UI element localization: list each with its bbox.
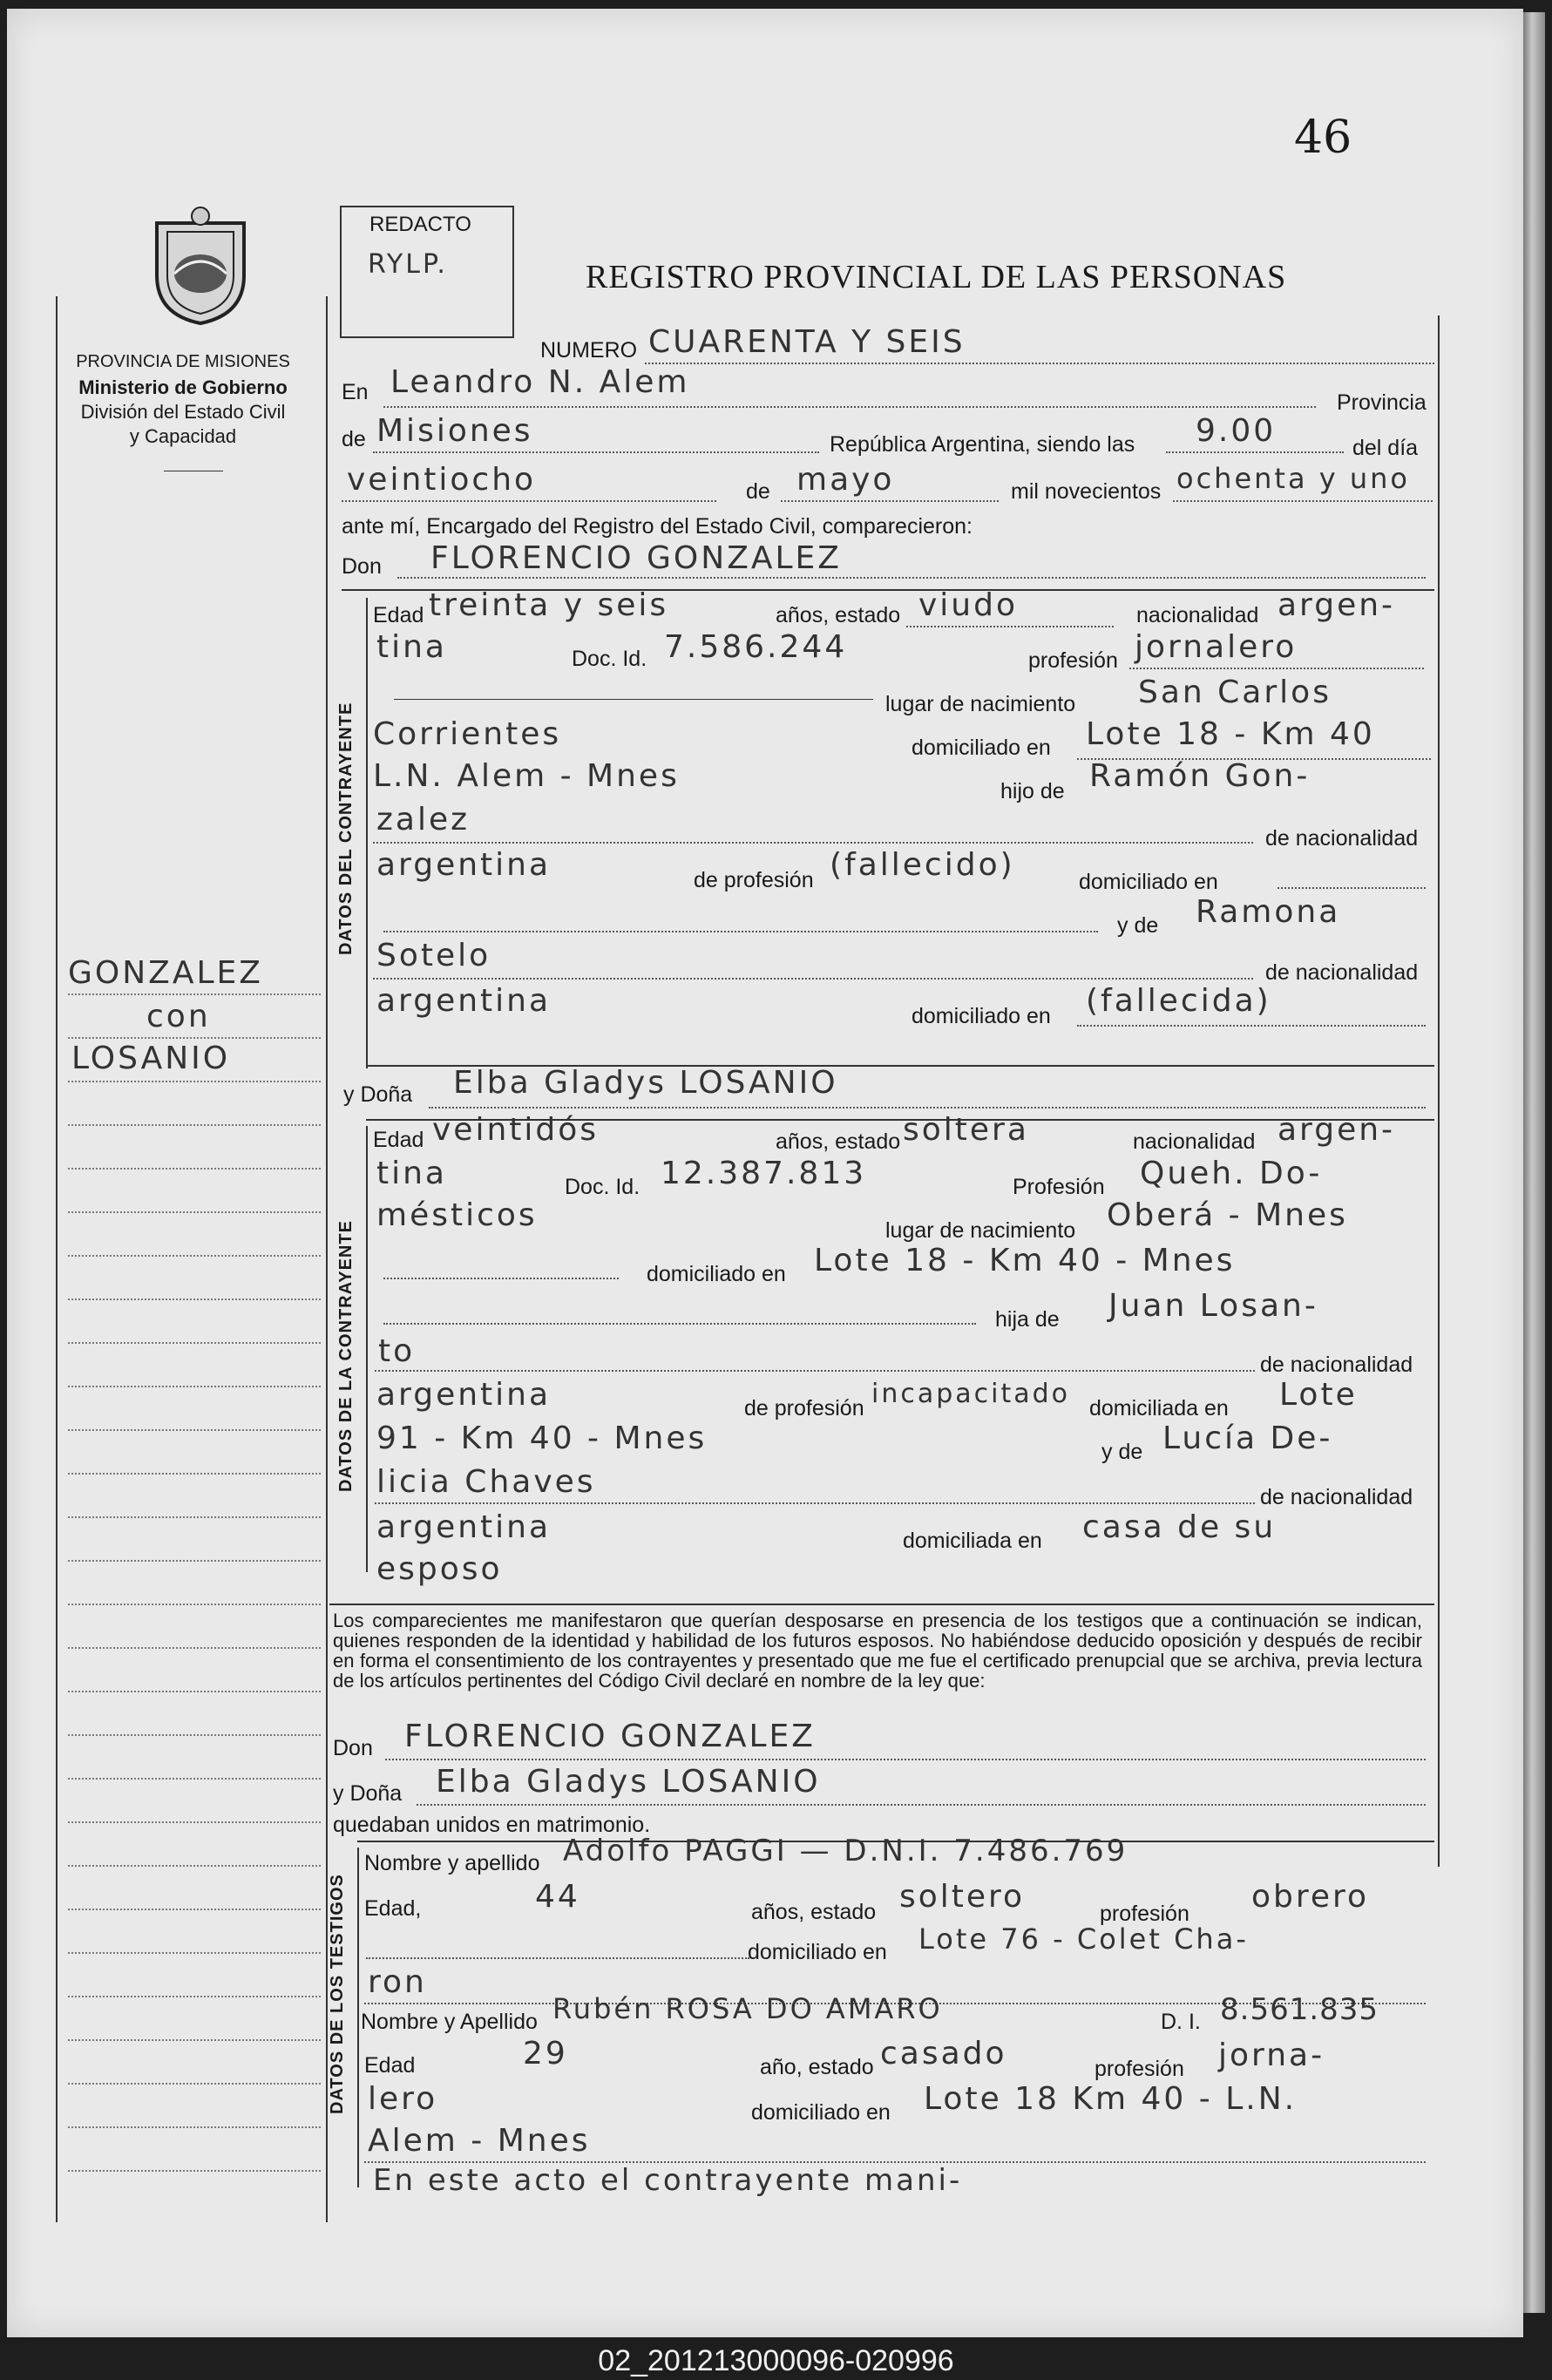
margin-line: [68, 1647, 321, 1649]
margin-line: [68, 1429, 321, 1431]
provincia-label: Provincia: [1337, 390, 1427, 415]
t2-prof-label: profesión: [1095, 2057, 1184, 2081]
t1-prof: obrero: [1251, 1879, 1370, 1915]
padre2-nac-label: de nacionalidad: [1260, 1353, 1413, 1377]
lugar-label-2: lugar de nacimiento: [885, 1218, 1076, 1243]
estado-label-2: años, estado: [776, 1129, 901, 1154]
padre2-dom1: Lote: [1279, 1377, 1358, 1413]
margin-line: [68, 1560, 321, 1562]
contrayente-nac1: argen-: [1278, 587, 1396, 623]
margin-note-line3: LOSANIO: [71, 1041, 231, 1076]
padre2-dom-label: domiciliada en: [1089, 1396, 1229, 1421]
padre2-nac: argentina: [376, 1377, 552, 1413]
margin-line: [68, 1386, 321, 1387]
redacto-box: [340, 206, 514, 338]
t1-dom-label: domiciliado en: [748, 1940, 887, 1964]
de-line: [373, 451, 819, 453]
dom-label-2: domiciliado en: [647, 1262, 786, 1286]
contrayenta-edad: veintidós: [432, 1112, 600, 1148]
dia-line: [342, 500, 716, 502]
madre2-line: [375, 1502, 1255, 1504]
legal-paragraph: Los comparecientes me manifestaron que querían desposarse en presencia de los testigos que a continuación se indican, quienes responden de la identidad y habilidad de los futuros esposos. No habiéndose deducido oposición y después de recibir en forma el consentimiento de los contrayentes y presentado que me fue el certificado prenupcial que se archiva, previa lectura de los artículos pertinentes del Código Civil declaré en nombre de la ley que:: [333, 1610, 1422, 1692]
numero-line: [645, 363, 1434, 364]
contrayenta-prof2: mésticos: [376, 1197, 538, 1233]
madre2-nombre2: licia Chaves: [376, 1464, 596, 1500]
contrayente-edad: treinta y seis: [429, 587, 669, 623]
margin-line: [68, 2083, 321, 2085]
hijo-label: hijo de: [1000, 779, 1065, 804]
margin-line: [68, 1865, 321, 1867]
margin-line: [68, 1298, 321, 1300]
en-label: En: [342, 380, 369, 404]
mes-value: mayo: [796, 462, 895, 498]
mes-line: [781, 500, 999, 502]
margin-line: [68, 1734, 321, 1736]
dom-label: domiciliado en: [912, 736, 1051, 760]
t2-dom-label: domiciliado en: [751, 2100, 891, 2125]
margin-line: [68, 1255, 321, 1257]
blank-line: [394, 699, 873, 700]
blank-line-2: [383, 931, 1098, 932]
t1-dom1: Lote 76 - Colet Cha-: [918, 1922, 1249, 1956]
anio-value: ochenta y uno: [1176, 462, 1410, 495]
t1-edad-label: Edad,: [364, 1896, 422, 1921]
madre-dom: (fallecida): [1086, 983, 1271, 1019]
redacto-value: RYLP.: [368, 249, 448, 280]
t2-di: 8.561.835: [1220, 1992, 1379, 2027]
madre2-nombre1: Lucía De-: [1162, 1421, 1333, 1456]
margin-line: [68, 1952, 321, 1954]
padre2-nombre2: to: [378, 1333, 416, 1369]
en-line: [383, 406, 1316, 408]
doc-label-2: Doc. Id.: [565, 1175, 640, 1199]
t2-edad-label: Edad: [364, 2053, 416, 2078]
hora-value: 9.00: [1196, 413, 1277, 449]
t1-prof-label: profesión: [1100, 1902, 1189, 1926]
prof-label: profesión: [1028, 648, 1118, 673]
contrayente-nombre: FLORENCIO GONZALEZ: [430, 540, 842, 576]
estado-line: [906, 626, 1114, 627]
prof-label-2: Profesión: [1013, 1175, 1105, 1199]
prof-line: [1129, 668, 1424, 669]
book-edge: [1523, 12, 1545, 2313]
t2-estado: casado: [880, 2036, 1007, 2071]
en-value: Leandro N. Alem: [390, 364, 690, 400]
edad-label-2: Edad: [373, 1128, 424, 1152]
padre-dom-line: [1278, 887, 1426, 889]
last-line: En este acto el contrayente mani-: [373, 2163, 963, 2198]
madre-nac-label: de nacionalidad: [1265, 960, 1419, 985]
de2-label: de: [746, 479, 770, 504]
mil-label: mil novecientos: [1011, 479, 1162, 504]
madre-nombre1: Ramona: [1196, 894, 1341, 930]
margin-line: [68, 1516, 321, 1518]
margin-line: [68, 2039, 321, 2041]
contrayenta-doc: 12.387.813: [661, 1156, 867, 1191]
padre-prof: (fallecido): [830, 847, 1015, 883]
margin-line: [68, 1342, 321, 1344]
madre-dom-label: domiciliado en: [912, 1004, 1051, 1028]
estado-label: años, estado: [776, 603, 901, 627]
madre-nombre2: Sotelo: [376, 938, 491, 973]
republica-label: República Argentina, siendo las: [830, 432, 1135, 457]
blank-line-3: [383, 1278, 619, 1279]
contrayenta-estado: soltera: [903, 1112, 1029, 1148]
file-identifier: 02_201213000096-020996: [598, 2344, 954, 2377]
union-dona: Elba Gladys LOSANIO: [436, 1764, 821, 1800]
margin-line: [68, 1211, 321, 1213]
t2-edad: 29: [523, 2036, 568, 2071]
padre-line: [373, 842, 1253, 844]
edad-label: Edad: [373, 603, 424, 627]
margin-line: [68, 1691, 321, 1692]
margin-line: [68, 1473, 321, 1475]
contrayente-prof: jornalero: [1135, 629, 1298, 665]
don-label: Don: [342, 554, 382, 579]
madre2-dom-label: domiciliada en: [903, 1529, 1042, 1553]
margin-line: [68, 2170, 321, 2172]
page-title: REGISTRO PROVINCIAL DE LAS PERSONAS: [586, 259, 1287, 295]
de-label: de: [342, 427, 366, 451]
margin-line: [68, 1778, 321, 1780]
union-dona-line: [417, 1804, 1426, 1806]
t1-edad: 44: [535, 1879, 580, 1915]
padre-nombre1: Ramón Gon-: [1089, 758, 1311, 794]
union-don-label: Don: [333, 1736, 373, 1760]
t1-nombre-label: Nombre y apellido: [364, 1851, 540, 1875]
page-number: 46: [1294, 112, 1352, 164]
numero-label: NUMERO: [540, 338, 638, 363]
dia-value: veintiocho: [347, 462, 537, 498]
contrayente-lugar1: San Carlos: [1138, 675, 1332, 710]
contrayenta-bracket: [366, 1126, 368, 1572]
madre2-label: y de: [1101, 1440, 1143, 1464]
del-dia-label: del día: [1352, 436, 1419, 460]
padre2-dom2: 91 - Km 40 - Mnes: [376, 1421, 708, 1456]
quedaban-text: quedaban unidos en matrimonio.: [333, 1813, 651, 1837]
madre2-dom1: casa de su: [1082, 1509, 1277, 1545]
nac-label-2: nacionalidad: [1133, 1129, 1256, 1154]
t1-estado-label: años, estado: [751, 1900, 877, 1924]
t2-dom1: Lote 18 Km 40 - L.N.: [924, 2081, 1298, 2117]
margin-line: [68, 1081, 321, 1082]
padre-prof-label: de profesión: [694, 868, 814, 892]
margin-line: [68, 1168, 321, 1170]
madre-nac: argentina: [376, 983, 552, 1019]
doc-label: Doc. Id.: [572, 647, 647, 671]
t2-di-label: D. I.: [1161, 2010, 1201, 2034]
t2-dom2: Alem - Mnes: [368, 2123, 591, 2159]
de-value: Misiones: [376, 413, 533, 449]
contrayenta-nac2: tina: [376, 1156, 447, 1191]
t2-prof2: lero: [368, 2081, 438, 2117]
padre-nac-label: de nacionalidad: [1265, 826, 1419, 851]
contrayente-dom1: Lote 18 - Km 40: [1086, 716, 1375, 752]
blank-line-4: [383, 1323, 976, 1325]
contrayenta-section-label: DATOS DE LA CONTRAYENTE: [336, 1220, 356, 1492]
contrayenta-dom: Lote 18 - Km 40 - Mnes: [814, 1243, 1236, 1278]
don-line: [397, 577, 1426, 579]
section-rule-4: [329, 1604, 1434, 1605]
anio-line: [1173, 500, 1433, 502]
margin-line: [68, 1604, 321, 1605]
province-seal: [139, 206, 261, 328]
numero-value: CUARENTA Y SEIS: [648, 324, 966, 360]
ante-mi-text: ante mí, Encargado del Registro del Estado Civil, comparecieron:: [342, 514, 973, 539]
contrayente-dom2: L.N. Alem - Mnes: [373, 758, 680, 794]
madre-line: [373, 978, 1253, 980]
margin-line: [68, 1909, 321, 1910]
padre-nac: argentina: [376, 847, 552, 883]
union-don: FLORENCIO GONZALEZ: [404, 1719, 816, 1754]
contrayenta-nac1: argen-: [1278, 1112, 1396, 1148]
testigos-bracket: [357, 1848, 359, 2187]
contrayente-bracket: [366, 598, 368, 1068]
left-column-rule: [56, 296, 58, 2222]
testigos-section-label: DATOS DE LOS TESTIGOS: [328, 1874, 347, 2114]
margin-note-line2: con: [146, 999, 211, 1034]
right-frame-rule: [1438, 315, 1440, 1867]
margin-note-line1: GONZALEZ: [68, 955, 263, 991]
contrayenta-prof1: Queh. Do-: [1140, 1156, 1323, 1191]
padre2-prof-label: de profesión: [744, 1396, 864, 1421]
t2-estado-label: año, estado: [760, 2055, 874, 2079]
t1-nombre: Adolfo PAGGI — D.N.I. 7.486.769: [563, 1834, 1128, 1868]
union-dona-label: y Doña: [333, 1781, 403, 1806]
padre2-line: [375, 1370, 1255, 1372]
margin-line: [68, 2126, 321, 2128]
blank-line-5: [366, 1957, 749, 1959]
margin-line: [68, 1821, 321, 1823]
seal-icon: [139, 206, 261, 328]
padre-nombre2: zalez: [376, 802, 471, 837]
madre-label: y de: [1117, 913, 1159, 938]
hora-line: [1166, 451, 1344, 453]
madre2-dom2: esposo: [376, 1551, 503, 1587]
madre-dom-line: [1077, 1025, 1426, 1027]
capacity-line: y Capacidad: [129, 425, 237, 447]
union-don-line: [385, 1759, 1426, 1760]
madre2-nac: argentina: [376, 1509, 552, 1545]
province-line1: PROVINCIA DE MISIONES: [76, 352, 290, 371]
margin-line: [68, 993, 321, 995]
ministry-line: Ministerio de Gobierno: [78, 376, 288, 398]
t2-nombre-label: Nombre y Apellido: [361, 2010, 538, 2034]
t2-prof1: jorna-: [1218, 2038, 1325, 2073]
hija-label: hija de: [995, 1307, 1060, 1332]
contrayente-nac2: tina: [376, 629, 447, 665]
t1-dom2: ron: [368, 1964, 427, 2000]
margin-line: [68, 1996, 321, 1997]
padre2-nombre1: Juan Losan-: [1108, 1288, 1318, 1324]
margin-line: [68, 1124, 321, 1126]
redacto-label: REDACTO: [369, 213, 471, 236]
contrayenta-nombre: Elba Gladys LOSANIO: [453, 1065, 838, 1101]
contrayente-doc: 7.586.244: [664, 629, 848, 665]
lugar-label: lugar de nacimiento: [885, 692, 1076, 716]
contrayente-lugar2: Corrientes: [373, 716, 562, 752]
margin-line: [68, 1037, 321, 1039]
contrayenta-lugar: Oberá - Mnes: [1107, 1197, 1348, 1233]
t1-estado: soltero: [899, 1879, 1026, 1915]
padre2-prof: incapacitado: [871, 1379, 1071, 1409]
division-line: División del Estado Civil: [80, 401, 286, 423]
padre-dom-label: domiciliado en: [1079, 870, 1218, 894]
contrayente-estado: viudo: [918, 587, 1018, 623]
dona-label: y Doña: [343, 1082, 413, 1107]
nac-label: nacionalidad: [1136, 603, 1259, 627]
contrayente-section-label: DATOS DEL CONTRAYENTE: [336, 702, 356, 955]
dona-line: [429, 1107, 1426, 1109]
madre2-nac-label: de nacionalidad: [1260, 1485, 1413, 1509]
t2-nombre: Rubén ROSA DO AMARO: [552, 1992, 943, 2025]
